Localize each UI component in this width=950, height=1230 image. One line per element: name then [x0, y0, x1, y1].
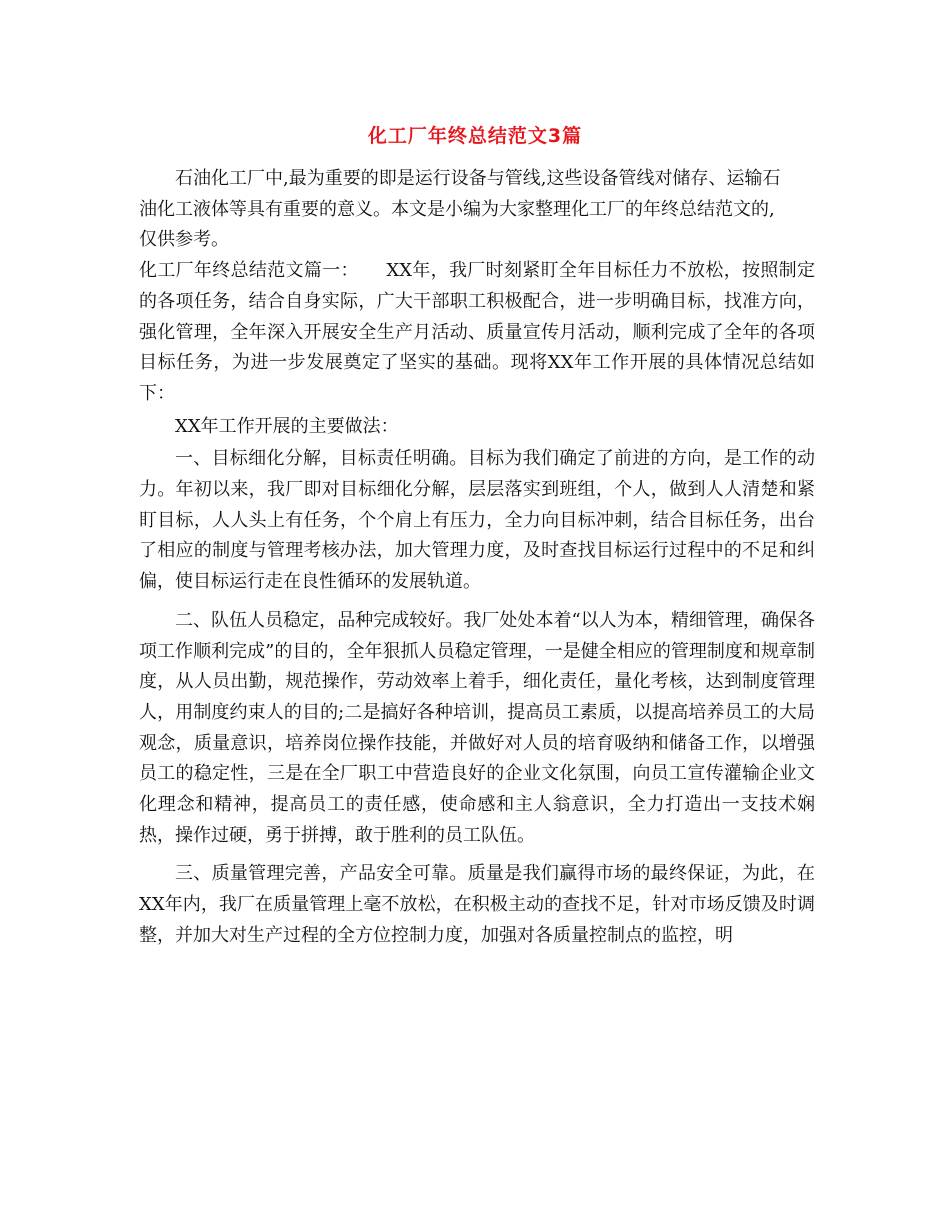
paragraph-article-one: 化工厂年终总结范文篇一： XX年，我厂时刻紧盯全年目标任力不放松，按照制定的各项任务，结合自身实际，广大干部职工积极配合，进一步明确目标，找准方向，强化管理，全年深入开展安全生产月活动、质量宣传月活动，顺利完成了全年的各项目标任务，为进一步发展奠定了坚实的基础。现将XX年工作开展的具体情况总结如下：: [139, 260, 815, 404]
document-body: [139, 164, 815, 952]
intro-line-3: 仅供参考。: [139, 229, 229, 251]
intro-line-2: 油化工液体等具有重要的意义。本文是小编为大家整理化工厂的年终总结范文的,: [139, 198, 775, 220]
paragraph-section-three: 三、质量管理完善，产品安全可靠。质量是我们赢得市场的最终保证，为此，在XX年内，我厂在质量管理上毫不放松，在积极主动的查找不足，针对市场反馈及时调整，并加大对生产过程的全方位控制力度，加强对各质量控制点的监控，明: [139, 863, 815, 946]
paragraph-section-one: 一、目标细化分解，目标责任明确。目标为我们确定了前进的方向，是工作的动力。年初以来，我厂即对目标细化分解，层层落实到班组，个人，做到人人清楚和紧盯目标，人人头上有任务，个个肩上有压力，全力向目标冲刺，结合目标任务，出台了相应的制度与管理考核办法，加大管理力度，及时查找目标运行过程中的不足和纠偏，使目标运行走在良性循环的发展轨道。: [139, 448, 815, 593]
paragraph-section-two: 二、队伍人员稳定，品种完成较好。我厂处处本着“以人为本，精细管理，确保各项工作顺利完成”的目的，全年狠抓人员稳定管理，一是健全相应的管理制度和规章制度，从人员出勤，规范操作，劳动效率上着手，细化责任，量化考核，达到制度管理人，用制度约束人的目的;二是搞好各种培训，提高员工素质，以提高培养员工的大局观念，质量意识，培养岗位操作技能，并做好对人员的培育吸纳和储备工作，以增强员工的稳定性，三是在全厂职工中营造良好的企业文化氛围，向员工宣传灌输企业文化理念和精神，提高员工的责任感，使命感和主人翁意识，全力打造出一支技术娴热，操作过硬，勇于拼搏，敢于胜利的员工队伍。: [139, 609, 815, 846]
intro-paragraph: [139, 164, 815, 256]
intro-line-1: 石油化工厂中,最为重要的即是运行设备与管线,这些设备管线对储存、运输石: [175, 168, 781, 189]
document-title: 化工厂年终总结范文3篇: [367, 125, 583, 147]
paragraph-main-practices: XX年工作开展的主要做法：: [175, 415, 399, 437]
